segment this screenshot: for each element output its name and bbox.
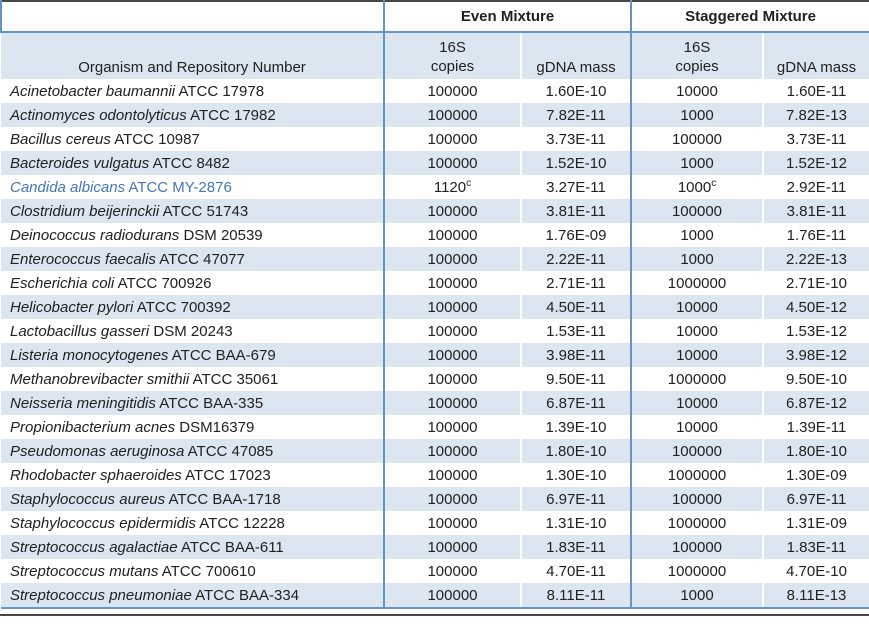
copies-value: 1000000 (667, 562, 727, 580)
species-name: Helicobacter pylori (10, 298, 134, 316)
organism-cell (1, 463, 384, 487)
even-gdna-mass-cell: 2.71E-11 (521, 271, 631, 295)
copies-value: 100000 (427, 466, 478, 484)
copies-value: 100000 (427, 130, 478, 148)
table-row (1, 343, 869, 367)
copies-value: 100000 (427, 250, 478, 268)
staggered-16s-copies-cell (631, 367, 763, 391)
corner-cell (1, 1, 384, 32)
copies-value: 1000 (680, 226, 714, 244)
16s-label: 16S (683, 39, 711, 56)
staggered-16s-copies-cell (631, 391, 763, 415)
species-name: Lactobacillus gasseri (10, 322, 150, 340)
species-name: Escherichia coli (10, 274, 115, 292)
organism-cell (1, 223, 384, 247)
copies-value: 100000 (427, 586, 478, 604)
even-16s-copies-cell (384, 415, 521, 439)
copies-value: 100000 (671, 202, 723, 220)
even-gdna-mass-cell: 6.87E-11 (521, 391, 631, 415)
repository-number: ATCC 17023 (185, 466, 271, 484)
species-name: Streptococcus agalactiae (10, 538, 178, 556)
repository-number: ATCC 700926 (117, 274, 212, 292)
even-gdna-mass-cell: 1.30E-10 (521, 463, 631, 487)
staggered-gdna-mass-cell: 2.92E-11 (763, 175, 869, 199)
even-gdna-mass-cell: 1.31E-10 (521, 511, 631, 535)
table-row (1, 79, 869, 103)
staggered-16s-copies-cell (631, 319, 763, 343)
even-16s-copies-cell (384, 487, 521, 511)
repository-number: ATCC 8482 (152, 154, 230, 172)
copies-value: 100000 (427, 154, 478, 172)
species-name: Streptococcus pneumoniae (10, 586, 192, 604)
table-row (1, 151, 869, 175)
staggered-gdna-mass-cell: 1.30E-09 (763, 463, 869, 487)
copies-value: 100000 (671, 490, 723, 508)
staggered-16s-copies-cell (631, 79, 763, 103)
organism-cell (1, 295, 384, 319)
copies-value: 1000 (680, 250, 714, 268)
copies-value: 100000 (427, 298, 478, 316)
table-body (1, 79, 869, 608)
species-name: Streptococcus mutans (10, 562, 159, 580)
table-row (1, 271, 869, 295)
staggered-16s-copies-cell (631, 439, 763, 463)
organism-cell (1, 199, 384, 223)
even-gdna-mass-cell: 1.83E-11 (521, 535, 631, 559)
copies-label: copies (675, 58, 719, 75)
staggered-gdna-mass-cell: 1.39E-11 (763, 415, 869, 439)
repository-number: ATCC BAA-611 (180, 538, 284, 556)
staggered-mixture-header: Staggered Mixture (631, 1, 869, 32)
even-16s-copies-cell (384, 103, 521, 127)
even-gdna-mass-cell: 1.76E-09 (521, 223, 631, 247)
even-16s-copies-cell (384, 343, 521, 367)
even-gdna-mass-cell: 6.97E-11 (521, 487, 631, 511)
table-row (1, 487, 869, 511)
staggered-16s-copies-cell (631, 583, 763, 608)
even-16s-copies-cell (384, 295, 521, 319)
staggered-gdna-mass-cell: 2.22E-13 (763, 247, 869, 271)
copies-value: 1000000 (667, 514, 727, 532)
copies-value: 100000 (427, 106, 478, 124)
organism-cell (1, 319, 384, 343)
repository-number: ATCC 17982 (190, 106, 276, 124)
staggered-gdna-mass-cell: 6.97E-11 (763, 487, 869, 511)
species-name: Deinococcus radiodurans (10, 226, 180, 244)
staggered-16s-copies-cell (631, 127, 763, 151)
copies-value: 10000 (676, 82, 718, 100)
even-16s-copies-header (384, 32, 521, 79)
staggered-16s-copies-cell (631, 343, 763, 367)
table-row (1, 103, 869, 127)
copies-value: 10000 (676, 418, 718, 436)
copies-value: 1120 (433, 178, 467, 196)
species-name: Listeria monocytogenes (10, 346, 169, 364)
even-16s-copies-cell (384, 463, 521, 487)
bottom-rule (0, 614, 869, 616)
species-name: Acinetobacter baumannii (10, 82, 176, 100)
repository-number: ATCC BAA-335 (159, 394, 264, 412)
copies-value: 100000 (427, 274, 478, 292)
repository-number: DSM 20243 (153, 322, 233, 340)
copies-value: 100000 (671, 538, 723, 556)
staggered-gdna-mass-cell: 2.71E-10 (763, 271, 869, 295)
repository-number: ATCC BAA-1718 (168, 490, 281, 508)
species-name: Methanobrevibacter smithii (10, 370, 190, 388)
staggered-gdna-mass-cell: 7.82E-13 (763, 103, 869, 127)
table-row (1, 199, 869, 223)
even-16s-copies-cell (384, 583, 521, 608)
even-16s-copies-cell (384, 559, 521, 583)
column-header-row (1, 32, 869, 79)
staggered-16s-copies-cell (631, 223, 763, 247)
repository-number: ATCC 700392 (136, 298, 231, 316)
table-row (1, 247, 869, 271)
staggered-16s-copies-cell (631, 559, 763, 583)
even-16s-copies-cell (384, 199, 521, 223)
species-name: Staphylococcus aureus (10, 490, 166, 508)
footnote-marker: c (466, 177, 472, 189)
organism-cell (1, 343, 384, 367)
staggered-16s-copies-cell (631, 463, 763, 487)
staggered-gdna-mass-cell: 1.60E-11 (763, 79, 869, 103)
copies-value: 100000 (427, 490, 478, 508)
table-row (1, 319, 869, 343)
table-row (1, 127, 869, 151)
organism-cell (1, 247, 384, 271)
organism-column-header: Organism and Repository Number (1, 32, 384, 79)
footnote-marker: c (711, 177, 717, 189)
organism-cell (1, 559, 384, 583)
even-16s-copies-cell (384, 127, 521, 151)
organism-cell (1, 79, 384, 103)
even-16s-copies-cell (384, 271, 521, 295)
copies-value: 100000 (427, 562, 478, 580)
organism-cell (1, 583, 384, 608)
staggered-gdna-mass-cell: 3.98E-12 (763, 343, 869, 367)
staggered-16s-copies-cell (631, 175, 763, 199)
copies-value: 1000 (680, 154, 714, 172)
copies-value: 100000 (427, 394, 478, 412)
organism-cell (1, 439, 384, 463)
staggered-16s-copies-cell (631, 487, 763, 511)
even-mixture-header: Even Mixture (384, 1, 631, 32)
species-name: Neisseria meningitidis (10, 394, 156, 412)
organism-cell (1, 367, 384, 391)
organism-cell (1, 151, 384, 175)
table-row (1, 223, 869, 247)
table-row (1, 583, 869, 608)
species-name: Propionibacterium acnes (10, 418, 176, 436)
organism-cell (1, 127, 384, 151)
staggered-gdna-mass-header: gDNA mass (763, 32, 869, 79)
even-gdna-mass-cell: 4.70E-11 (521, 559, 631, 583)
staggered-gdna-mass-cell: 1.53E-12 (763, 319, 869, 343)
staggered-gdna-mass-cell: 9.50E-10 (763, 367, 869, 391)
repository-number: ATCC MY-2876 (128, 178, 232, 196)
staggered-gdna-mass-cell: 1.52E-12 (763, 151, 869, 175)
staggered-gdna-mass-cell: 4.50E-12 (763, 295, 869, 319)
copies-value: 10000 (676, 394, 718, 412)
species-name: Bacillus cereus (10, 130, 111, 148)
staggered-16s-copies-cell (631, 415, 763, 439)
even-16s-copies-cell (384, 391, 521, 415)
even-gdna-mass-cell: 3.98E-11 (521, 343, 631, 367)
species-name: Clostridium beijerinckii (10, 202, 160, 220)
repository-number: ATCC 10987 (114, 130, 200, 148)
organism-cell (1, 175, 384, 199)
organism-cell (1, 487, 384, 511)
repository-number: ATCC 51743 (162, 202, 249, 220)
even-16s-copies-cell (384, 151, 521, 175)
group-header-row (1, 1, 869, 32)
table-row (1, 463, 869, 487)
even-gdna-mass-cell: 1.60E-10 (521, 79, 631, 103)
copies-value: 100000 (427, 538, 478, 556)
table-row (1, 367, 869, 391)
organism-cell (1, 511, 384, 535)
species-name: Bacteroides vulgatus (10, 154, 150, 172)
organism-cell (1, 535, 384, 559)
staggered-gdna-mass-cell: 1.31E-09 (763, 511, 869, 535)
copies-value: 100000 (427, 226, 478, 244)
staggered-gdna-mass-cell: 8.11E-13 (763, 583, 869, 608)
species-name: Candida albicans (10, 178, 126, 196)
even-16s-copies-cell (384, 367, 521, 391)
repository-number: ATCC 17978 (178, 82, 265, 100)
copies-value: 100000 (427, 82, 478, 100)
copies-label: copies (430, 58, 475, 75)
even-16s-copies-cell (384, 247, 521, 271)
even-gdna-mass-cell: 1.52E-10 (521, 151, 631, 175)
repository-number: ATCC 47085 (187, 442, 274, 460)
staggered-16s-copies-cell (631, 271, 763, 295)
staggered-gdna-mass-cell: 3.81E-11 (763, 199, 869, 223)
table-row (1, 175, 869, 199)
even-gdna-mass-cell: 1.53E-11 (521, 319, 631, 343)
copies-value: 1000 (677, 178, 712, 196)
copies-value: 100000 (427, 322, 478, 340)
even-gdna-mass-cell: 8.11E-11 (521, 583, 631, 608)
staggered-16s-copies-cell (631, 103, 763, 127)
16s-label: 16S (439, 39, 466, 56)
copies-value: 1000 (680, 106, 714, 124)
organism-cell (1, 103, 384, 127)
species-name: Rhodobacter sphaeroides (10, 466, 182, 484)
repository-number: ATCC BAA-334 (195, 586, 300, 604)
copies-value: 100000 (427, 370, 478, 388)
even-gdna-mass-cell: 3.27E-11 (521, 175, 631, 199)
even-gdna-mass-cell: 3.81E-11 (521, 199, 631, 223)
repository-number: ATCC 35061 (192, 370, 279, 388)
organism-cell (1, 271, 384, 295)
copies-value: 100000 (427, 202, 478, 220)
copies-value: 1000000 (667, 274, 727, 292)
copies-value: 100000 (671, 130, 723, 148)
copies-value: 100000 (427, 514, 478, 532)
table-row (1, 295, 869, 319)
even-gdna-mass-cell: 1.80E-10 (521, 439, 631, 463)
copies-value: 100000 (671, 442, 723, 460)
copies-value: 1000000 (667, 370, 727, 388)
even-16s-copies-cell (384, 319, 521, 343)
repository-number: DSM16379 (179, 418, 255, 436)
even-16s-copies-cell (384, 535, 521, 559)
repository-number: ATCC 700610 (161, 562, 256, 580)
copies-value: 100000 (427, 346, 478, 364)
copies-value: 1000 (680, 586, 714, 604)
repository-number: ATCC 47077 (159, 250, 245, 268)
species-name: Staphylococcus epidermidis (10, 514, 196, 532)
table-row (1, 439, 869, 463)
staggered-16s-copies-cell (631, 199, 763, 223)
species-name: Actinomyces odontolyticus (10, 106, 187, 124)
even-16s-copies-cell (384, 175, 521, 199)
repository-number: ATCC BAA-679 (171, 346, 276, 364)
table-row (1, 415, 869, 439)
table-row (1, 559, 869, 583)
even-gdna-mass-cell: 1.39E-10 (521, 415, 631, 439)
even-gdna-mass-cell: 4.50E-11 (521, 295, 631, 319)
staggered-16s-copies-cell (631, 511, 763, 535)
even-gdna-mass-cell: 9.50E-11 (521, 367, 631, 391)
copies-value: 10000 (676, 298, 718, 316)
copies-value: 10000 (676, 322, 718, 340)
staggered-16s-copies-cell (631, 535, 763, 559)
repository-number: DSM 20539 (183, 226, 263, 244)
staggered-gdna-mass-cell: 1.83E-11 (763, 535, 869, 559)
staggered-16s-copies-header (631, 32, 763, 79)
copies-value: 100000 (427, 442, 478, 460)
even-16s-copies-cell (384, 511, 521, 535)
species-name: Enterococcus faecalis (10, 250, 156, 268)
copies-value: 100000 (427, 418, 478, 436)
organism-cell (1, 391, 384, 415)
staggered-16s-copies-cell (631, 151, 763, 175)
staggered-16s-copies-cell (631, 295, 763, 319)
table-row (1, 391, 869, 415)
staggered-16s-copies-cell (631, 247, 763, 271)
even-gdna-mass-cell: 7.82E-11 (521, 103, 631, 127)
organism-cell (1, 415, 384, 439)
copies-value: 1000000 (667, 466, 727, 484)
table-row (1, 511, 869, 535)
even-16s-copies-cell (384, 223, 521, 247)
repository-number: ATCC 12228 (199, 514, 285, 532)
even-gdna-mass-cell: 3.73E-11 (521, 127, 631, 151)
even-16s-copies-cell (384, 439, 521, 463)
staggered-gdna-mass-cell: 6.87E-12 (763, 391, 869, 415)
table-row (1, 535, 869, 559)
staggered-gdna-mass-cell: 1.76E-11 (763, 223, 869, 247)
staggered-gdna-mass-cell: 4.70E-10 (763, 559, 869, 583)
even-gdna-mass-header: gDNA mass (521, 32, 631, 79)
even-16s-copies-cell (384, 79, 521, 103)
even-gdna-mass-cell: 2.22E-11 (521, 247, 631, 271)
copies-value: 10000 (676, 346, 718, 364)
staggered-gdna-mass-cell: 1.80E-10 (763, 439, 869, 463)
species-name: Pseudomonas aeruginosa (10, 442, 185, 460)
staggered-gdna-mass-cell: 3.73E-11 (763, 127, 869, 151)
